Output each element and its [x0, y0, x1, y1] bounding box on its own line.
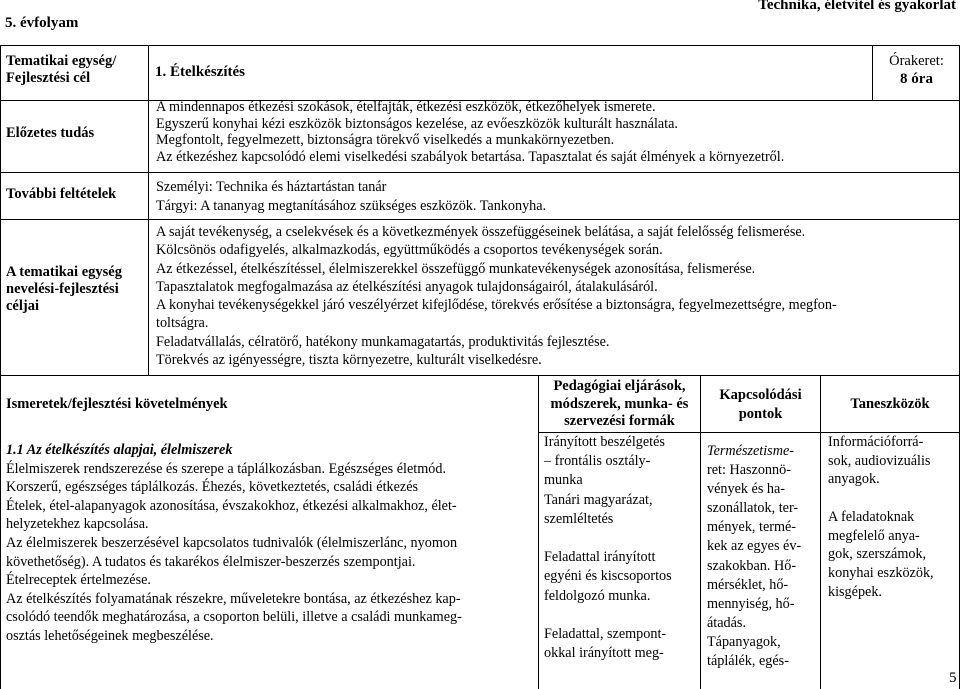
- requirements-line: Korszerű, egészséges táplálkozás. Éhezés, következtetés, családi étkezés: [6, 479, 419, 496]
- connections-line: mennyiség, hő-: [707, 595, 795, 612]
- prereq-line: Megfontolt, fegyelmezett, biztonságra törekvő viselkedés a munkakörnyezetben.: [156, 132, 615, 149]
- connections-line: mények, termé-: [707, 519, 797, 536]
- tools-line: megfelelő anya-: [828, 527, 920, 544]
- connections-line: vények és ha-: [707, 481, 785, 498]
- connections-line: ret: Haszonnö-: [707, 462, 791, 479]
- prereq-line: Egyszerű konyhai kézi eszközök biztonságos kezelése, az evőeszközök kulturált használata.: [156, 115, 678, 132]
- tools-line: konyhai eszközök,: [828, 564, 934, 581]
- connections-line: szonállatok, ter-: [707, 500, 799, 517]
- requirements-line: Élelmiszerek rendszerezése és szerepe a táplálkozásban. Egészséges életmód.: [6, 460, 446, 477]
- prereq-line: A mindennapos étkezési szokások, ételfajták, étkezési eszközök, étkezőhelyek ismerete.: [156, 99, 656, 115]
- requirements-line: Az élelmiszerek beszerzésével kapcsolatos tudnivalók (élelmiszerlánc, nyomon: [6, 534, 458, 551]
- additional-label: További feltételek: [6, 186, 117, 202]
- methods-line: okkal irányított meg-: [544, 645, 664, 662]
- requirements-line: Ételek, étel-alapanyagok azonosítása, évszakokhoz, étkezési alkalmakhoz, élet-: [6, 497, 457, 514]
- goals-line: Kölcsönös odafigyelés, alkalmazkodás, együttműködés a csoportos tevékenységek során.: [156, 242, 663, 259]
- table-border-left: [0, 45, 1, 689]
- requirements-line: Ételreceptek értelmezése.: [6, 572, 151, 589]
- tools-text: [828, 433, 958, 601]
- connections-line: Tápanyagok,: [707, 633, 781, 650]
- goals-line: Feladatvállalás, célratörő, hatékony munkamagatartás, produktivitás fejlesztése.: [156, 333, 610, 350]
- additional-line: Tárgyi: A tananyag megtanításához szükséges eszközök. Tankonyha.: [156, 198, 547, 214]
- methods-label: Pedagógiai eljárások, módszerek, munka- és szervezési formák: [550, 378, 689, 429]
- methods-line: [544, 606, 698, 625]
- methods-line: feldolgozó munka.: [544, 587, 651, 604]
- methods-line: Feladattal, szempont-: [544, 626, 667, 643]
- goals-label: A tematikai egység nevelési-fejlesztési céljai: [6, 264, 122, 314]
- methods-line: munka: [544, 472, 583, 489]
- subject-header: Technika, életvitel és gyakorlat: [758, 0, 956, 13]
- goals-line: A saját tevékenység, a cselekvések és a következmények összefüggéseinek belátása, a saját felelősség felismerése.: [156, 224, 806, 240]
- connections-subject: Természetisme-: [707, 443, 794, 459]
- table-rule-goals: [0, 375, 960, 376]
- methods-line: Irányított beszélgetés: [544, 434, 665, 450]
- table-rule-prereq: [0, 172, 960, 173]
- goals-line: Az étkezéssel, ételkészítéssel, élelmiszerekkel összefüggő munkatevékenységek azonosítása, felismerése.: [156, 260, 756, 277]
- connections-line: szakokban. Hő-: [707, 557, 797, 574]
- tools-line: [828, 489, 958, 508]
- hours-value: 8 óra: [900, 71, 933, 87]
- additional-line: Személyi: Technika és háztartástan tanár: [156, 179, 387, 195]
- tools-line: Információforrá-: [828, 434, 924, 450]
- connections-line: átadás.: [707, 614, 746, 631]
- requirements-line: Az ételkészítés folyamatának részekre, műveletekre bontása, az étkezéshez kap-: [6, 590, 461, 607]
- prereq-line: Az étkezéshez kapcsolódó elemi viselkedési szabályok betartása. Tapasztalat és saját élmények a környezetről.: [156, 148, 785, 165]
- tools-line: anyagok.: [828, 471, 880, 488]
- additional-text: [156, 178, 946, 216]
- methods-line: Tanári magyarázat,: [544, 491, 653, 508]
- tools-line: A feladatoknak: [828, 508, 915, 525]
- methods-line: – frontális osztály-: [544, 453, 651, 470]
- requirements-label: Ismeretek/fejlesztési követelmények: [6, 396, 228, 412]
- table-rule-additional: [0, 219, 960, 220]
- table-border-top: [0, 45, 960, 46]
- requirements-line: osztás lehetőségeinek megbeszélése.: [6, 627, 214, 644]
- goals-line: Törekvés az igényességre, tiszta környezetre, kulturált viselkedésre.: [156, 352, 542, 369]
- connections-text: [707, 442, 819, 671]
- requirements-heading: 1.1 Az ételkészítés alapjai, élelmiszerek: [6, 442, 233, 458]
- connections-label: Kapcsolódási pontok: [719, 387, 802, 422]
- table-col-label: [148, 45, 149, 375]
- unit-title-label: Tematikai egység/ Fejlesztési cél: [6, 53, 117, 86]
- unit-title: 1. Ételkészítés: [155, 64, 245, 80]
- goals-line: Tapasztalatok megfogalmazása az ételkészítési anyagok tulajdonságairól, átalakulásáról.: [156, 278, 658, 295]
- page-number: 5: [949, 670, 957, 686]
- requirements-line: csolódó teendők meghatározása, a csoporton belüli, illetve a családi munkameg-: [6, 609, 462, 626]
- goals-line: A konyhai tevékenységekkel járó veszélyérzet kifejlődése, törekvés erősítése a biztonságra, fegyelmezettségre, megfon-: [156, 297, 837, 314]
- table-col-tools: [820, 375, 821, 689]
- methods-text: [544, 433, 698, 663]
- prereq-text: [156, 99, 876, 165]
- tools-line: kisgépek.: [828, 583, 882, 600]
- connections-line: mérséklet, hő-: [707, 576, 789, 593]
- requirements-line: követhetőség). A tudatos és takarékos élelmiszer-beszerzés szempontjai.: [6, 553, 416, 570]
- goals-line: toltságra.: [156, 315, 209, 332]
- tools-label: Taneszközök: [850, 396, 930, 412]
- prereq-label: Előzetes tudás: [6, 125, 95, 141]
- requirements-line: helyzetekhez kapcsolása.: [6, 516, 149, 533]
- connections-line: kek az egyes év-: [707, 538, 802, 555]
- tools-line: sok, audiovizuális: [828, 452, 931, 469]
- requirements-text: [6, 441, 536, 646]
- methods-line: egyéni és kiscsoportos: [544, 568, 672, 585]
- methods-line: Feladattal irányított: [544, 549, 656, 566]
- methods-line: szemléltetés: [544, 510, 614, 527]
- methods-line: [544, 529, 698, 548]
- connections-line: táplálék, egés-: [707, 653, 789, 670]
- hours-label: Órakeret:: [889, 53, 944, 69]
- tools-line: gok, szerszámok,: [828, 546, 927, 563]
- grade-header: 5. évfolyam: [5, 15, 79, 31]
- goals-text: [156, 223, 956, 369]
